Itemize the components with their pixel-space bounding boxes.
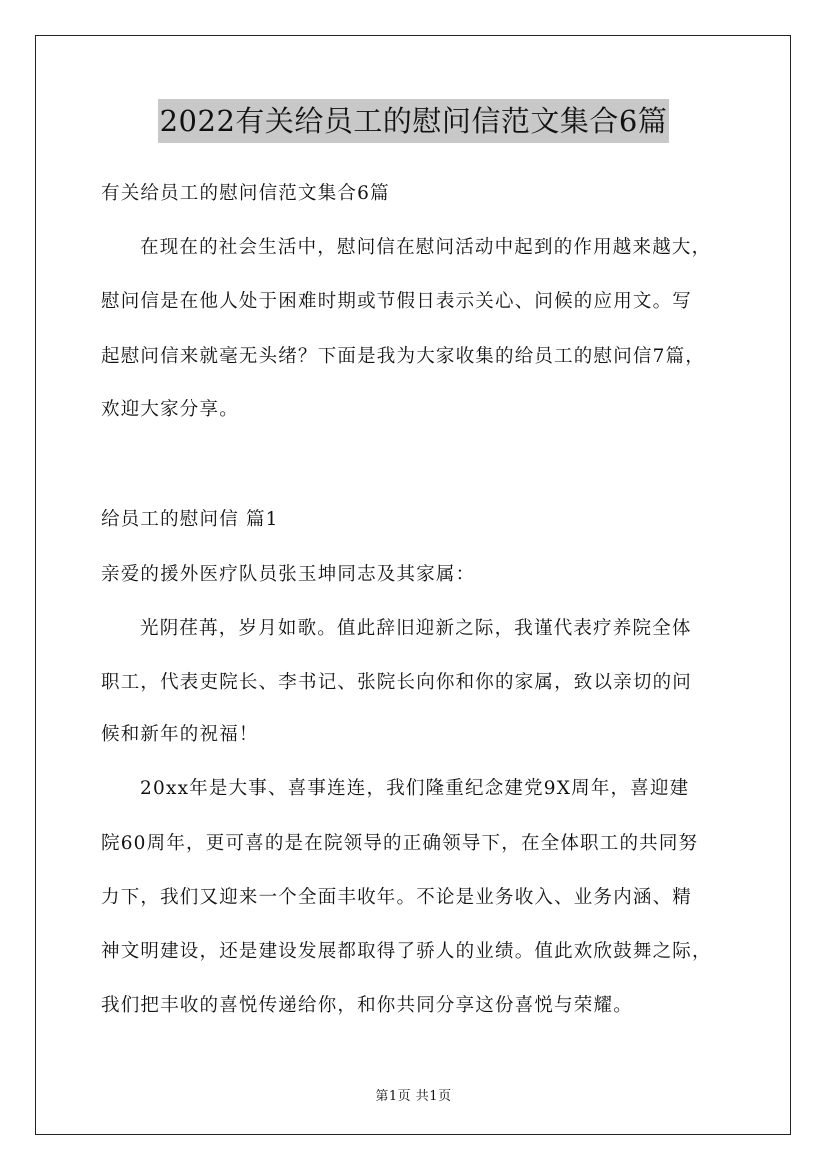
salutation: 亲爱的援外医疗队员张玉坤同志及其家属： [101, 564, 476, 585]
title-container [0, 99, 827, 143]
document-title: 2022有关给员工的慰问信范文集合6篇 [158, 99, 670, 143]
para2-line-1: 20xx年是大事、喜事连连，我们隆重纪念建党9X周年，喜迎建 [140, 778, 690, 799]
para1-line-2: 职工，代表吏院长、李书记、张院长向你和你的家属，致以亲切的问 [101, 672, 693, 693]
para1-line-3: 候和新年的祝福！ [101, 724, 259, 745]
para2-line-4: 神文明建设，还是建设发展都取得了骄人的业绩。值此欢欣鼓舞之际， [101, 941, 712, 962]
document-subtitle: 有关给员工的慰问信范文集合6篇 [101, 183, 390, 204]
page-number-footer: 第1页 共1页 [375, 1089, 452, 1104]
para2-line-5: 我们把丰收的喜悦传递给你，和你共同分享这份喜悦与荣耀。 [101, 995, 633, 1016]
intro-line-3: 起慰问信来就毫无头绪？下面是我为大家收集的给员工的慰问信7篇， [101, 346, 705, 367]
para2-line-3: 力下，我们又迎来一个全面丰收年。不论是业务收入、业务内涵、精 [101, 887, 693, 908]
section-heading: 给员工的慰问信 篇1 [101, 509, 279, 530]
intro-line-4: 欢迎大家分享。 [101, 399, 239, 420]
intro-line-2: 慰问信是在他人处于困难时期或节假日表示关心、问候的应用文。写 [101, 291, 693, 312]
para1-line-1: 光阴荏苒，岁月如歌。值此辞旧迎新之际，我谨代表疗养院全体 [140, 618, 692, 639]
intro-line-1: 在现在的社会生活中，慰问信在慰问活动中起到的作用越来越大， [140, 237, 712, 258]
para2-line-2: 院60周年，更可喜的是在院领导的正确领导下，在全体职工的共同努 [101, 833, 699, 854]
